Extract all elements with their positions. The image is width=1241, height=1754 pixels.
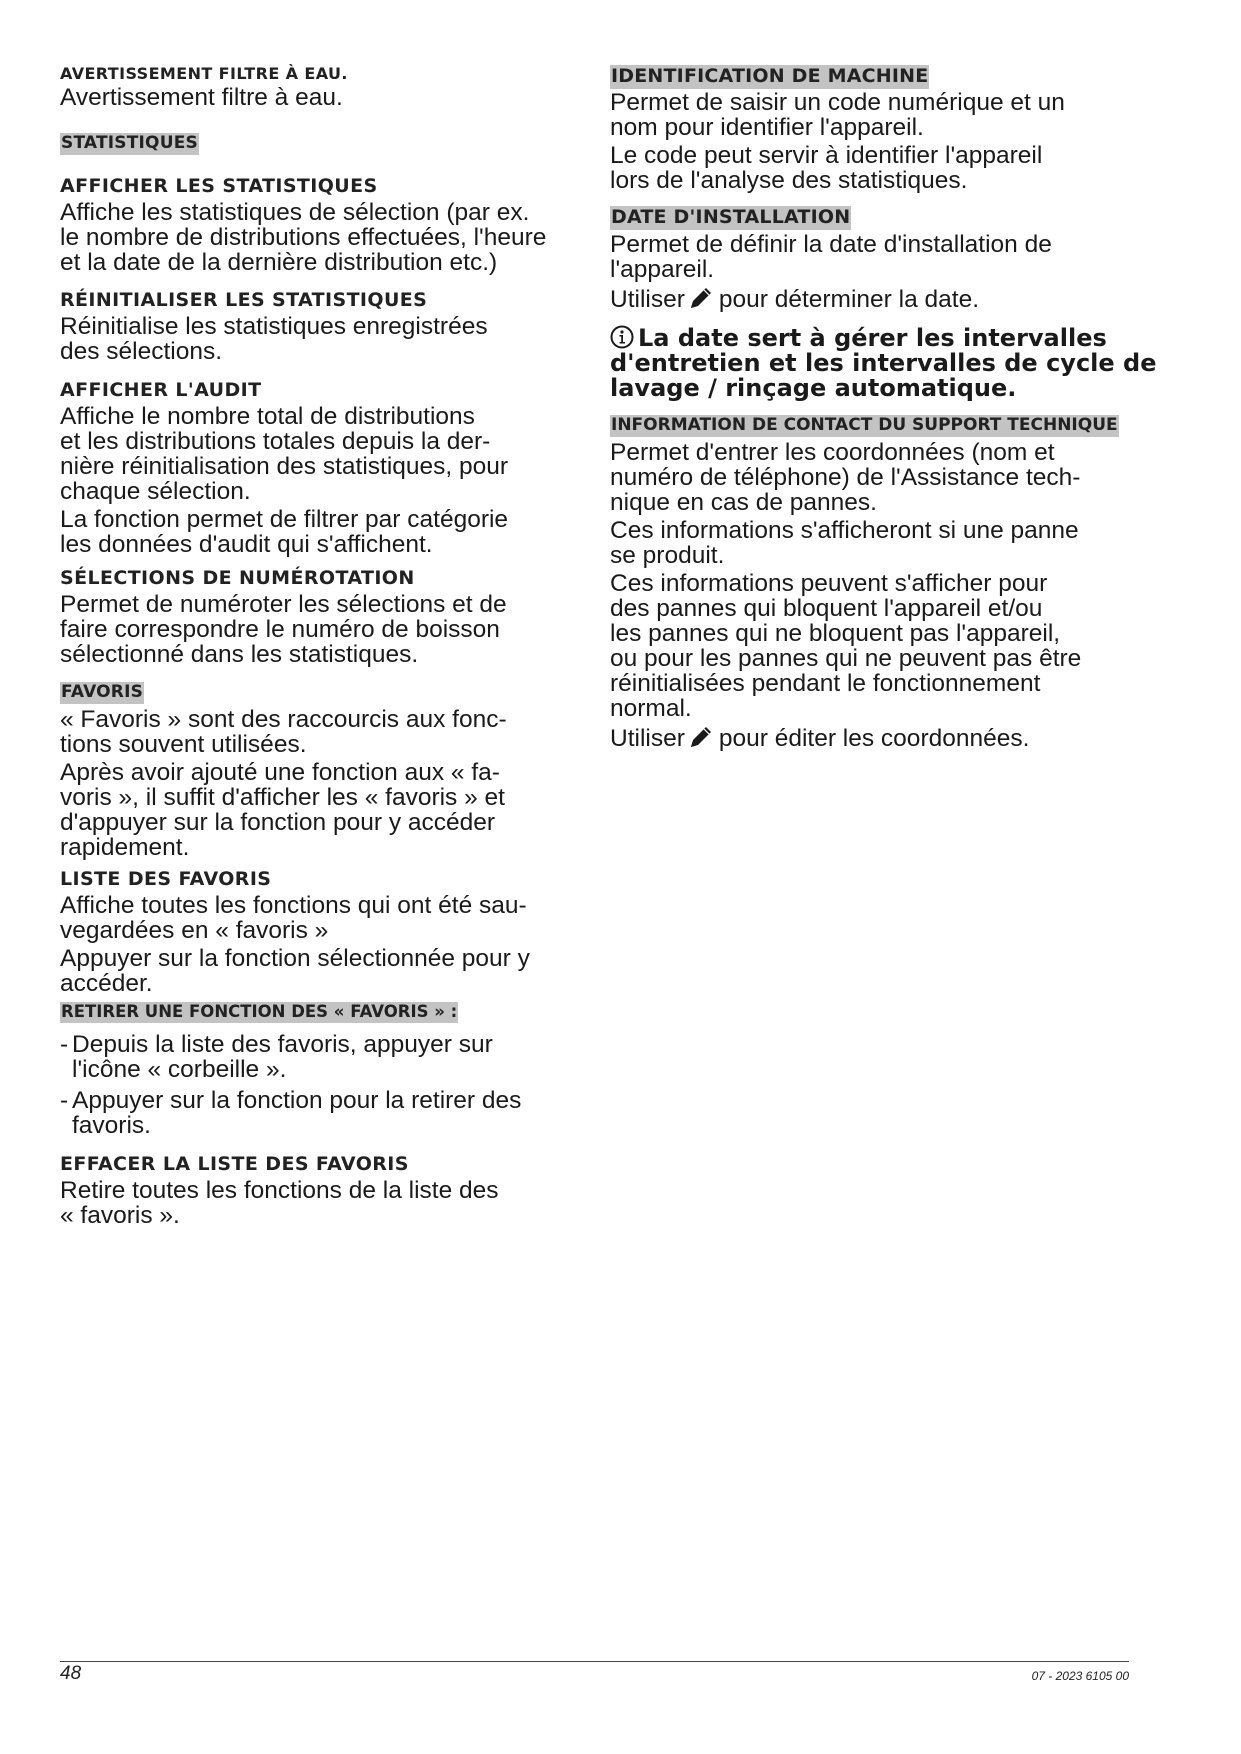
paragraph: [610, 571, 1135, 721]
paragraph: [610, 285, 1135, 312]
paragraph: [610, 143, 1135, 193]
text-fragment: Utiliser: [610, 724, 685, 752]
paragraph: [610, 440, 1135, 515]
text-line: chaque sélection.: [60, 478, 251, 505]
text-line: sélectionné dans les statistiques.: [60, 641, 419, 668]
text-line: d'appuyer sur la fonction pour y accéder: [60, 808, 496, 836]
text-line: Affiche les statistiques de sélection (par ex.: [60, 199, 530, 226]
paragraph: [610, 90, 1135, 140]
text-line: les pannes qui ne bloquent pas l'appareil,: [610, 619, 1061, 647]
page-number: 48: [60, 1663, 82, 1684]
paragraph: [60, 760, 585, 860]
section-heading: EFFACER LA LISTE DES FAVORIS: [60, 1153, 409, 1175]
text-line: se produit.: [610, 541, 725, 569]
text-line: et les distributions totales depuis la der-: [60, 428, 491, 455]
paragraph: [60, 893, 585, 943]
text-line: accéder.: [60, 970, 153, 997]
paragraph: [60, 404, 585, 504]
text-line: [610, 325, 1135, 351]
section-heading: SÉLECTIONS DE NUMÉROTATION: [60, 567, 415, 589]
text-line: les données d'audit qui s'affichent.: [60, 531, 433, 558]
audit-section: [60, 379, 585, 557]
text-line: La fonction permet de filtrer par catégorie: [60, 506, 509, 533]
text-fragment: Utiliser: [610, 285, 685, 313]
reset-statistics-section: [60, 289, 585, 364]
favorites-section: [60, 682, 585, 860]
text-line: l'icône « corbeille ».: [72, 1056, 287, 1083]
footer-divider: [60, 1661, 1129, 1662]
text-fragment: pour déterminer la date.: [718, 285, 979, 313]
machine-identification-section: [610, 65, 1135, 193]
highlighted-section-title: IDENTIFICATION DE MACHINE: [611, 65, 929, 87]
paragraph: [60, 592, 585, 667]
text-line: des sélections.: [60, 338, 223, 365]
text-line: nom pour identifier l'appareil.: [610, 113, 924, 141]
text-line: voris », il suffit d'afficher les « favoris » et: [60, 783, 505, 811]
text-line: Affiche toutes les fonctions qui ont été sau-: [60, 892, 527, 919]
show-statistics-section: [60, 175, 585, 275]
paragraph: [72, 1032, 585, 1082]
paragraph: [60, 707, 585, 757]
section-heading: LISTE DES FAVORIS: [60, 868, 272, 890]
paragraph: [60, 85, 585, 110]
text-line: Le code peut servir à identifier l'appareil: [610, 141, 1043, 169]
section-heading: RÉINITIALISER LES STATISTIQUES: [60, 289, 428, 311]
list-item: [60, 1088, 585, 1138]
text-line: et la date de la dernière distribution etc.): [60, 249, 498, 276]
highlighted-section-title: FAVORIS: [61, 682, 144, 702]
list-item: [60, 1032, 585, 1082]
text-line: normal.: [610, 694, 692, 722]
text-line: Ces informations s'afficheront si une panne: [610, 516, 1079, 544]
clear-favorites-section: [60, 1153, 585, 1228]
text-line: Réinitialise les statistiques enregistrées: [60, 313, 488, 340]
text-line: lavage / rinçage automatique.: [610, 373, 1017, 402]
pencil-icon: [688, 285, 716, 311]
favorites-list-section: [60, 868, 585, 996]
info-icon: [610, 325, 634, 349]
text-line: faire correspondre le numéro de boisson: [60, 616, 500, 643]
water-filter-warning-section: [60, 64, 585, 110]
highlighted-section-title: DATE D'INSTALLATION: [611, 206, 851, 228]
paragraph: [60, 946, 585, 996]
section-heading: AVERTISSEMENT FILTRE À EAU.: [60, 64, 348, 83]
text-line: Permet de définir la date d'installation de: [610, 230, 1052, 258]
paragraph: [72, 1088, 585, 1138]
text-line: Retire toutes les fonctions de la liste des: [60, 1177, 499, 1204]
paragraph: [60, 314, 585, 364]
paragraph: [60, 200, 585, 275]
remove-favorite-section: [60, 1002, 585, 1023]
document-code: 07 - 2023 6105 00: [1031, 1669, 1129, 1683]
text-line: réinitialisées pendant le fonctionnement: [610, 669, 1041, 697]
section-heading: AFFICHER L'AUDIT: [60, 379, 262, 401]
text-line: Appuyer sur la fonction pour la retirer des: [72, 1087, 522, 1114]
info-note: [610, 323, 1157, 402]
text-line: Permet de saisir un code numérique et un: [610, 88, 1065, 116]
text-line: vegardées en « favoris »: [60, 917, 329, 944]
text-line: rapidement.: [60, 833, 190, 861]
text-line: Avertissement filtre à eau.: [60, 84, 343, 111]
text-line: d'entretien et les intervalles de cycle de: [610, 348, 1157, 377]
text-line: Ces informations peuvent s'afficher pour: [610, 569, 1048, 597]
text-line: « Favoris » sont des raccourcis aux fonc-: [60, 705, 507, 733]
text-line: Affiche le nombre total de distributions: [60, 403, 475, 430]
section-heading: AFFICHER LES STATISTIQUES: [60, 175, 378, 197]
highlighted-section-title: RETIRER UNE FONCTION DES « FAVORIS » :: [61, 1002, 458, 1021]
paragraph: [610, 232, 1135, 282]
text-line: [610, 724, 1135, 751]
text-fragment: La date sert à gérer les intervalles: [638, 323, 1107, 352]
statistics-section-title: [60, 133, 585, 155]
highlighted-section-title: INFORMATION DE CONTACT DU SUPPORT TECHNIQUE: [611, 415, 1118, 435]
text-line: Permet de numéroter les sélections et de: [60, 591, 507, 618]
text-line: l'appareil.: [610, 255, 715, 283]
text-line: Appuyer sur la fonction sélectionnée pour y: [60, 945, 530, 972]
text-line: favoris.: [72, 1112, 151, 1139]
text-line: numéro de téléphone) de l'Assistance tech-: [610, 463, 1081, 491]
highlighted-section-title: STATISTIQUES: [61, 133, 198, 153]
paragraph: [610, 518, 1135, 568]
text-fragment: pour éditer les coordonnées.: [718, 724, 1030, 752]
technical-support-section: [610, 415, 1135, 751]
text-line: nière réinitialisation des statistiques, pour: [60, 453, 509, 480]
text-line: Permet d'entrer les coordonnées (nom et: [610, 438, 1055, 466]
text-line: le nombre de distributions effectuées, l'heure: [60, 224, 547, 251]
text-line: « favoris ».: [60, 1202, 180, 1229]
text-line: lors de l'analyse des statistiques.: [610, 166, 968, 194]
numbering-section: [60, 567, 585, 667]
text-line: des pannes qui bloquent l'appareil et/ou: [610, 594, 1043, 622]
paragraph: [60, 507, 585, 557]
text-line: tions souvent utilisées.: [60, 730, 307, 758]
text-line: [610, 285, 1135, 312]
pencil-icon: [688, 724, 716, 750]
paragraph: [60, 1178, 585, 1228]
text-line: nique en cas de pannes.: [610, 488, 877, 516]
installation-date-section: [610, 206, 1157, 402]
bullet-dash: -: [60, 1031, 69, 1058]
text-line: ou pour les pannes qui ne peuvent pas être: [610, 644, 1082, 672]
bullet-dash: -: [60, 1087, 69, 1114]
text-line: Après avoir ajouté une fonction aux « fa-: [60, 758, 500, 786]
paragraph: [610, 724, 1135, 751]
text-line: Depuis la liste des favoris, appuyer sur: [72, 1031, 493, 1058]
